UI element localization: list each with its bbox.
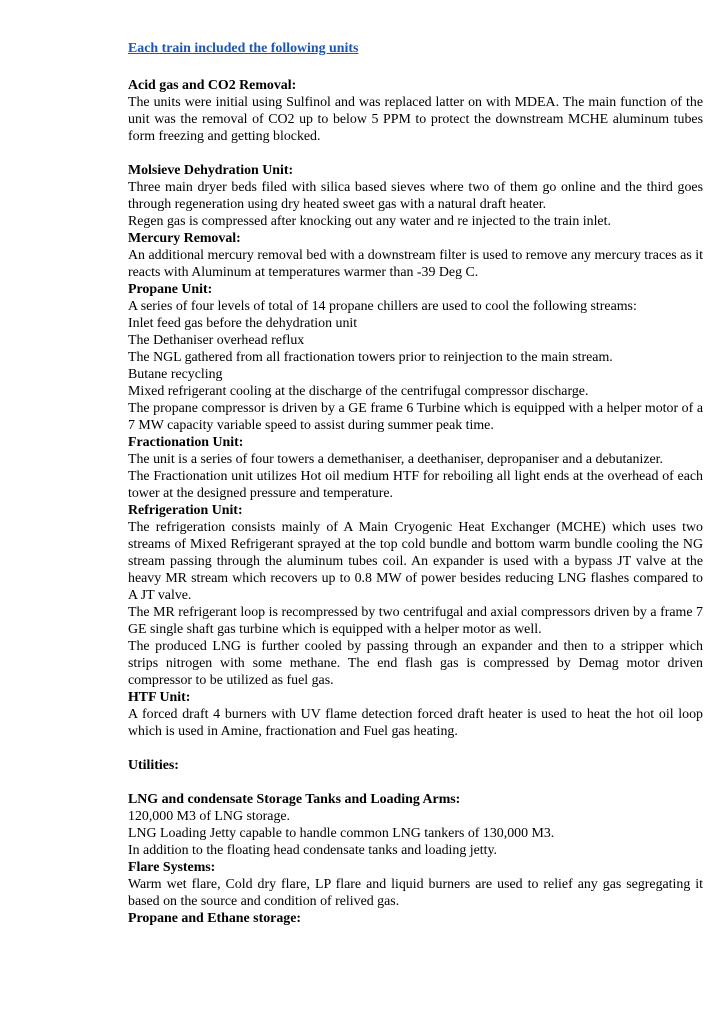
propane-heading: Propane Unit: [128,282,213,297]
propane-line: Mixed refrigerant cooling at the discharge of the centrifugal compressor discharge. [128,384,589,399]
flare-heading: Flare Systems: [128,860,216,875]
propane-line: The NGL gathered from all fractionation towers prior to reinjection to the main stream. [128,350,613,365]
molsieve-heading: Molsieve Dehydration Unit: [128,163,294,178]
molsieve-regen: Regen gas is compressed after knocking out any water and re injected to the train inlet. [128,214,611,229]
mercury-heading: Mercury Removal: [128,231,241,246]
acid-gas-heading: Acid gas and CO2 Removal: [128,78,297,93]
mercury-body: An additional mercury removal bed with a downstream filter is used to remove any mercury traces as it reacts with Aluminum at temperatures warmer than -39 Deg C. [128,248,703,280]
htf-body: A forced draft 4 burners with UV flame detection forced draft heater is used to heat the hot oil loop which is used in Amine, fractionation and Fuel gas heating. [128,707,703,739]
storage-line: LNG Loading Jetty capable to handle common LNG tankers of 130,000 M3. [128,826,555,841]
document-title: Each train included the following units [128,41,359,56]
refrigeration-heading: Refrigeration Unit: [128,503,243,518]
htf-heading: HTF Unit: [128,690,191,705]
flare-body: Warm wet flare, Cold dry flare, LP flare and liquid burners are used to relief any gas segregating it based on the source and condition of relived gas. [128,877,703,909]
acid-gas-body: The units were initial using Sulfinol and was replaced latter on with MDEA. The main function of the unit was the removal of CO2 up to below 5 PPM to protect the downstream MCHE aluminum tubes form freezing and getting blocked. [128,95,703,144]
document-page [128,40,703,927]
molsieve-body: Three main dryer beds filed with silica based sieves where two of them go online and the third goes through regeneration using dry heated sweet gas with a natural draft heater. [128,180,703,212]
storage-line: In addition to the floating head condensate tanks and loading jetty. [128,843,498,858]
propane-line: The Dethaniser overhead reflux [128,333,305,348]
fractionation-htf: The Fractionation unit utilizes Hot oil medium HTF for reboiling all light ends at the overhead of each tower at the designed pressure and temperature. [128,469,703,501]
storage-heading: LNG and condensate Storage Tanks and Loading Arms: [128,792,461,807]
spacer [128,740,703,757]
refrigeration-body: The refrigeration consists mainly of A Main Cryogenic Heat Exchanger (MCHE) which uses two streams of Mixed Refrigerant sprayed at the top cold bundle and bottom warm bundle cooling the NG stream passing through the aluminum tubes coil. An expander is used with a bypass JT valve at the heavy MR stream which recovers up to 0.8 MW of power besides reducing LNG flashes compared to A JT valve. [128,520,703,603]
refrigeration-lng: The produced LNG is further cooled by passing through an expander and then to a stripper which strips nitrogen with some methane. The end flash gas is compressed by Demag motor driven compressor to be utilized as fuel gas. [128,639,703,688]
propane-line: Inlet feed gas before the dehydration unit [128,316,358,331]
propane-line: A series of four levels of total of 14 propane chillers are used to cool the following streams: [128,299,637,314]
propane-compressor-body: The propane compressor is driven by a GE frame 6 Turbine which is equipped with a helper motor of a 7 MW capacity variable speed to assist during summer peak time. [128,401,703,433]
spacer [128,145,703,162]
fractionation-heading: Fractionation Unit: [128,435,244,450]
storage-line: 120,000 M3 of LNG storage. [128,809,291,824]
utilities-heading: Utilities: [128,758,179,773]
propane-line: Butane recycling [128,367,223,382]
fractionation-body: The unit is a series of four towers a demethaniser, a deethaniser, depropaniser and a debutanizer. [128,452,664,467]
propane-storage-heading: Propane and Ethane storage: [128,911,301,926]
spacer [128,774,703,791]
refrigeration-mr-loop: The MR refrigerant loop is recompressed by two centrifugal and axial compressors driven by a frame 7 GE single shaft gas turbine which is equipped with a helper motor as well. [128,605,703,637]
